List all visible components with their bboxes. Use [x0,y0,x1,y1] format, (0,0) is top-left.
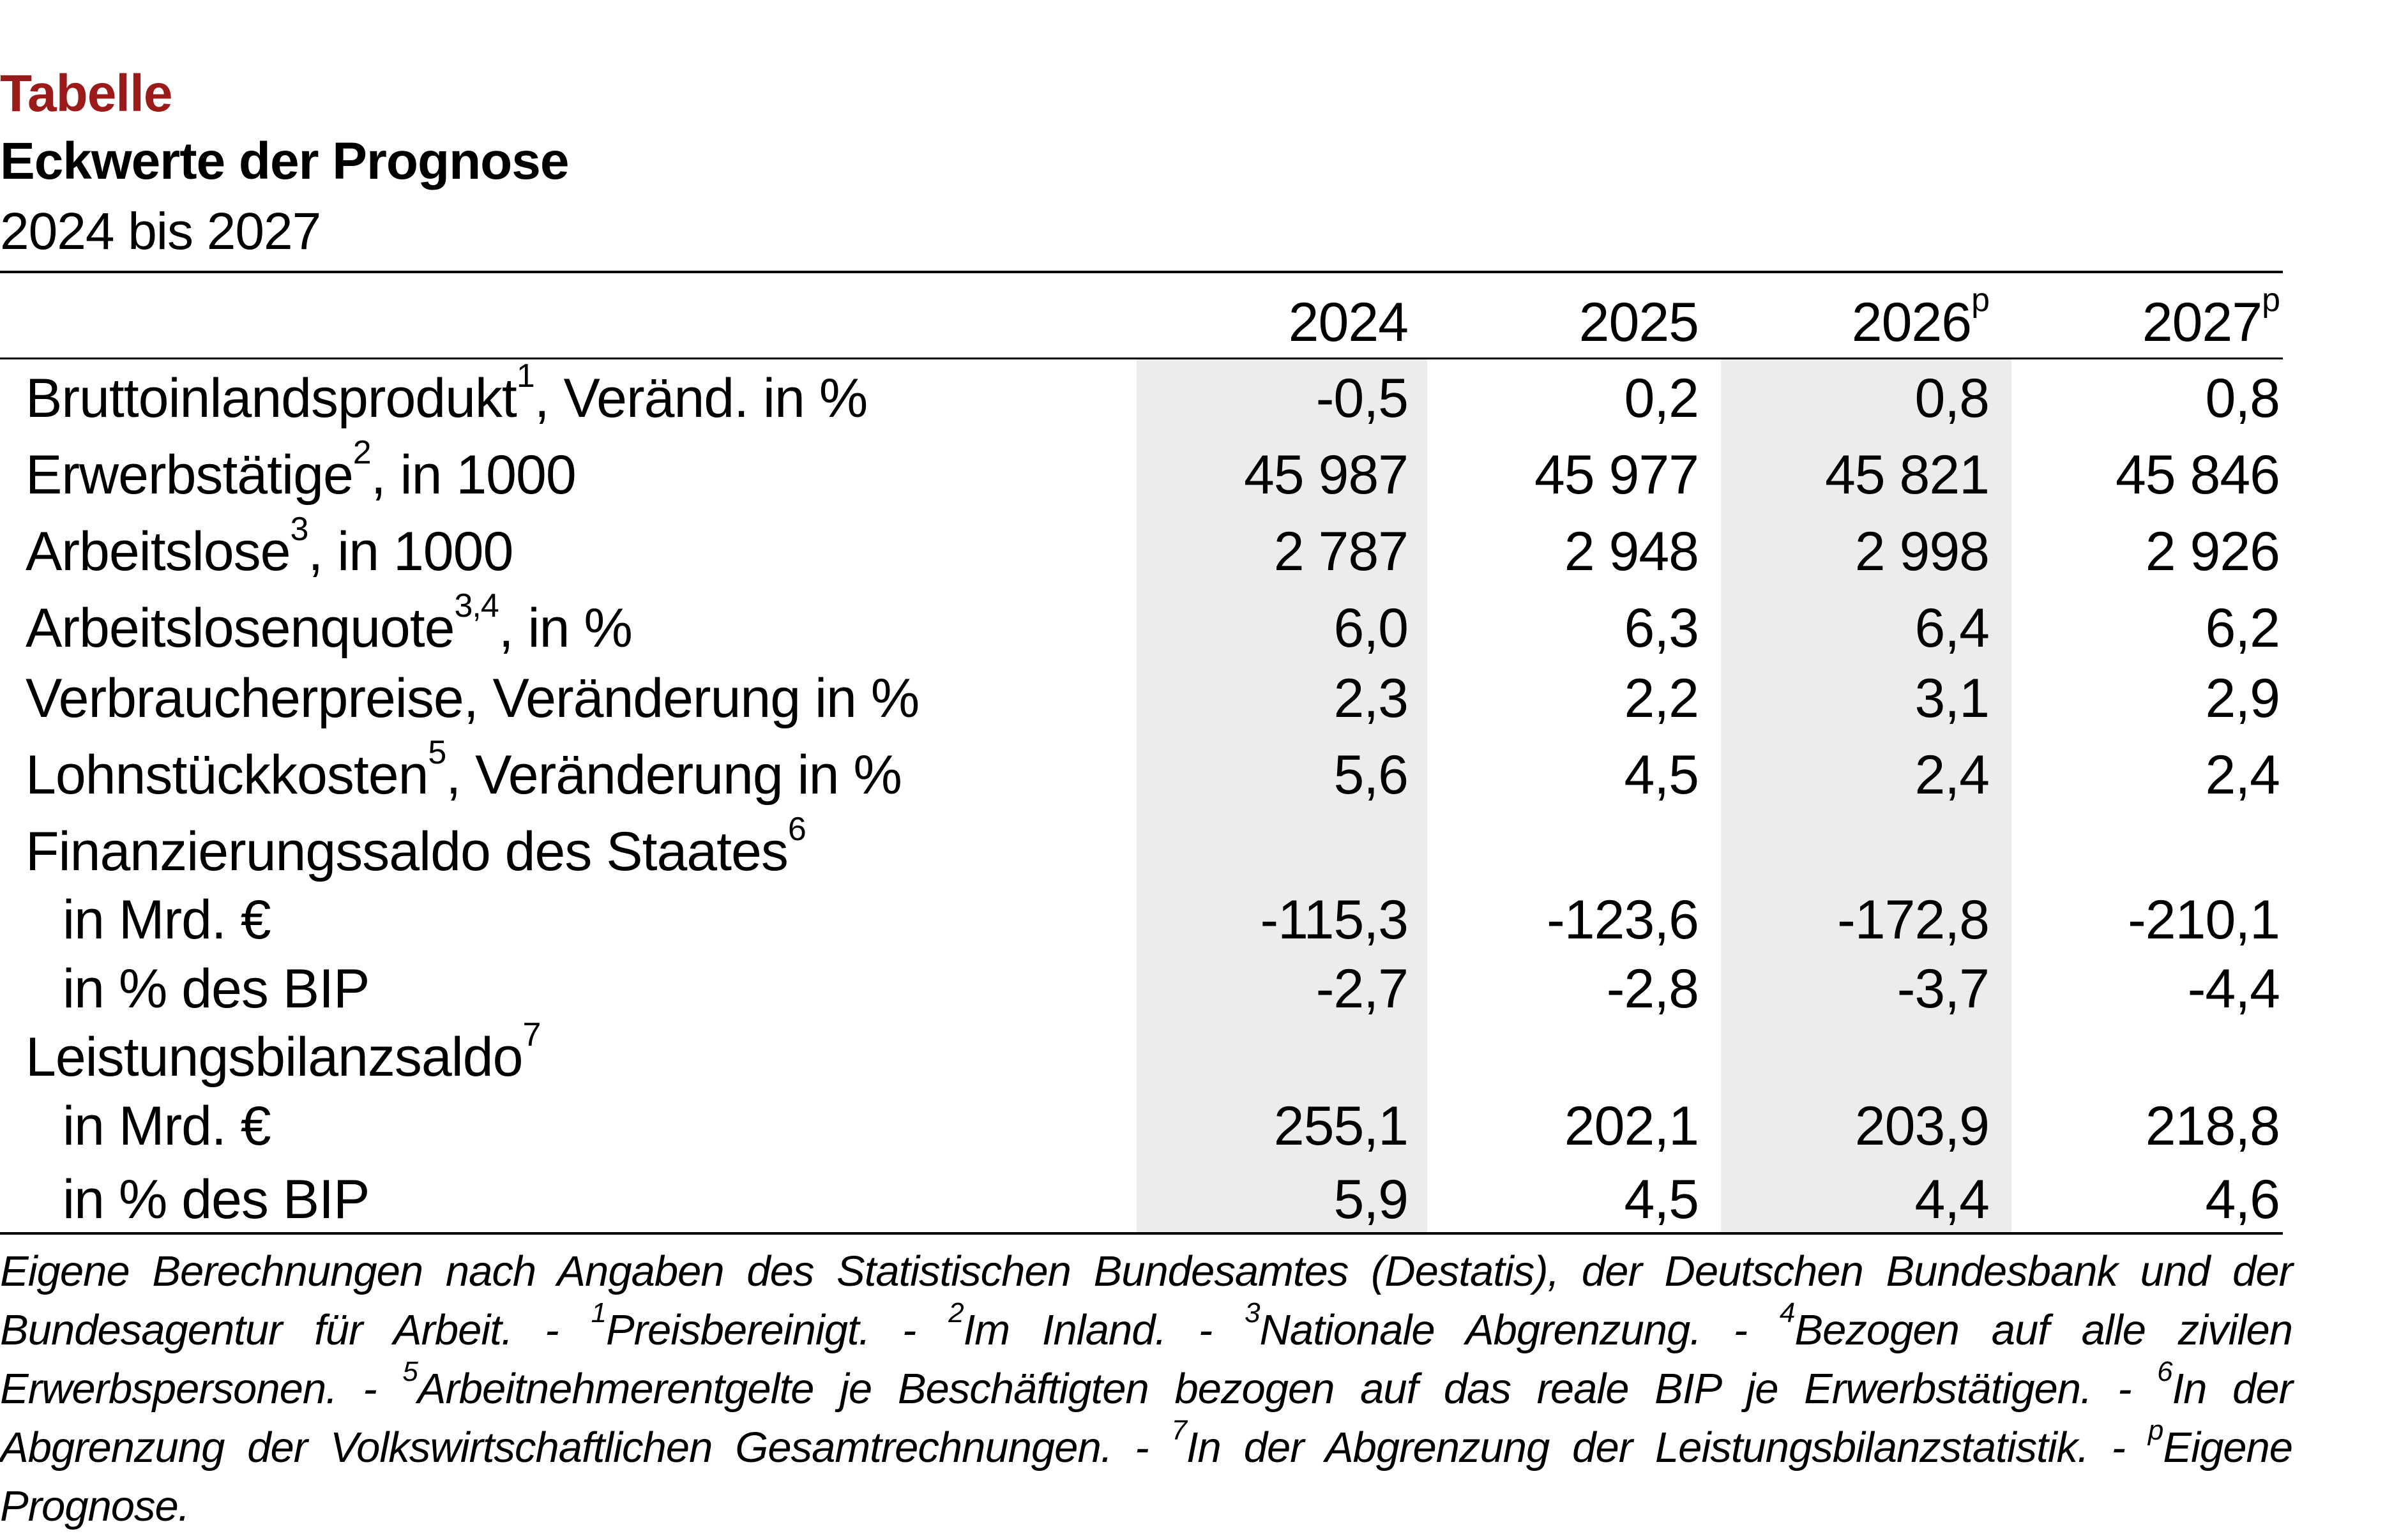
row-label-unit: , Veränd. in % [534,368,868,429]
row-label-footnote-mark: 3,4 [454,587,499,625]
footnote-note: Im Inland. [963,1306,1167,1354]
row-label-footnote-mark: 6 [787,811,806,848]
row-label-unit: , in 1000 [308,521,513,582]
table-cell: 45 821 [1824,444,1989,506]
footnote-mark: 6 [2157,1355,2172,1387]
row-label [26,358,868,430]
row-label-text: in % des BIP [63,1169,370,1230]
footnote-mark: p [2147,1414,2163,1446]
row-label [26,1016,541,1089]
table-cell: -2,7 [1315,958,1408,1020]
row-label [63,1095,271,1158]
footnote-note: In der Abgrenzung der Volkswirtschaftlichen Gesamtrechnungen. [0,1365,2292,1472]
table-cell: 4,4 [1914,1169,1989,1230]
row-label-text: Arbeitslose [26,521,291,582]
table-cell: 0,8 [2205,368,2280,429]
table-cell: 2,3 [1333,668,1408,729]
table-cell: 45 977 [1534,444,1699,506]
table-cell: 6,2 [2205,598,2280,659]
column-header-mark: p [2262,282,2280,319]
table-cell: -123,6 [1547,889,1699,951]
footnote-note: Preisbereinigt. [605,1306,870,1354]
table-kicker: Tabelle [0,64,172,123]
table-cell: 202,1 [1564,1096,1699,1157]
row-label-text: in Mrd. € [63,1096,271,1157]
footnote-mark: 5 [402,1355,418,1387]
column-header-year: 2024 [1288,292,1408,353]
row-label-text: in Mrd. € [63,889,271,951]
row-label [26,734,902,807]
row-label-unit: , Veränderung in % [446,744,902,806]
footnote-mark: 7 [1171,1414,1186,1446]
row-label [63,889,271,952]
table-cell: 45 987 [1243,444,1408,506]
footnote-mark: 3 [1245,1297,1260,1329]
row-label-text: Verbraucherpreise, Veränderung in % [26,668,920,729]
table-cell: -3,7 [1897,958,1989,1020]
footnote-note: Nationale Abgrenzung. [1259,1306,1701,1354]
table-cell: 2 948 [1564,521,1699,582]
table-cell: 5,6 [1333,744,1408,806]
footnote-note: Bezogen auf alle zivilen Erwerbspersonen. [0,1306,2292,1413]
row-label-footnote-mark: 5 [428,734,446,772]
table-cell: -2,8 [1606,958,1699,1020]
row-label [63,958,369,1021]
table-subtitle: 2024 bis 2027 [0,202,321,260]
table-cell: 4,6 [2205,1169,2280,1230]
row-label-footnote-mark: 7 [522,1016,541,1054]
column-header [1721,282,1989,354]
footnote-text: Eigene Berechnungen nach Angaben des Statistischen Bundesamtes (Destatis), der Deutschen Bundesbank und der Bundesagentur für Arbeit. - $^1$Preisbereinigt. - $^2$Im Inland. - $^3$Nationale Abgrenzung. - $^4$Bezogen auf alle zivilen Erwerbspersonen. - $^5$Arbeitnehmerentgelte je Beschäftigten bezogen auf das reale BIP je Erwerbstätigen. - $^6$In der Abgrenzung der Volkswirtschaftlichen Gesamtrechnungen. - $^7$In der Abgrenzung der Leistungsbilanzstatistik. - $^p$Eigene Prognose. [0,1247,2292,1530]
row-label [26,511,513,584]
row-label-text: Lohnstückkosten [26,744,428,806]
column-header-year: 2025 [1579,292,1699,353]
footnote-mark: 2 [948,1297,964,1329]
row-label-text: Finanzierungssaldo des Staates [26,821,788,882]
column-header [2011,282,2280,354]
row-label-text: Leistungsbilanzsaldo [26,1027,523,1088]
table-cell: 45 846 [2115,444,2280,506]
row-label-text: in % des BIP [63,958,370,1020]
column-header-mark: p [1971,282,1989,319]
footnote-note: Arbeitnehmerentgelte je Beschäftigten bezogen auf das reale BIP je Erwerbstätigen. [417,1365,2092,1413]
table-cell: 218,8 [2145,1096,2280,1157]
header-rule [0,358,2283,359]
column-header-year: 2026 [1851,292,1972,353]
table-cell: 2,9 [2205,668,2280,729]
table-cell: 6,0 [1333,598,1408,659]
table-cell: 6,3 [1624,598,1699,659]
table-cell: 2,2 [1624,668,1699,729]
row-label-footnote-mark: 3 [290,511,308,548]
row-label-footnote-mark: 2 [352,434,371,472]
row-label [26,587,632,660]
table-cell: 0,8 [1914,368,1989,429]
table-cell: -115,3 [1260,889,1408,951]
row-label-text: Arbeitslosenquote [26,598,455,659]
row-label [26,811,806,884]
table-cell: 203,9 [1854,1096,1989,1157]
footnote-mark: 4 [1779,1297,1795,1329]
top-rule [0,271,2283,273]
bottom-rule [0,1232,2283,1235]
table-cell: -210,1 [2128,889,2280,951]
table-cell: -4,4 [2187,958,2280,1020]
table-cell: 3,1 [1914,668,1989,729]
column-header-year: 2027 [2142,292,2262,353]
table-cell: 4,5 [1624,744,1699,806]
footnote-source: Eigene Berechnungen nach Angaben des Statistischen Bundesamtes (Destatis), der Deutschen Bundesbank und der Bundesagentur für Arbeit. [0,1247,2292,1354]
row-label [26,434,576,507]
row-label [26,667,919,730]
row-label-text: Bruttoinlandsprodukt [26,368,517,429]
table-cell: 2 926 [2145,521,2280,582]
column-header [1140,291,1408,354]
column-header [1430,291,1699,354]
table-cell: -172,8 [1837,889,1989,951]
footnote-note: In der Abgrenzung der Leistungsbilanzstatistik. [1186,1424,2089,1472]
table-cell: 2,4 [1914,744,1989,806]
row-label-unit: , in % [498,598,632,659]
table-cell: 2 787 [1273,521,1408,582]
table-cell: 2 998 [1854,521,1989,582]
row-label-text: Erwerbstätige [26,444,353,506]
table-cell: 5,9 [1333,1169,1408,1230]
table-cell: 255,1 [1273,1096,1408,1157]
row-label [63,1168,369,1231]
table-title: Eckwerte der Prognose [0,132,569,190]
table-cell: 6,4 [1914,598,1989,659]
footnote-note: Eigene Prognose. [0,1424,2292,1530]
footnote-mark: 1 [591,1297,606,1329]
table-cell: 2,4 [2205,744,2280,806]
row-label-unit: , in 1000 [370,444,576,506]
row-label-footnote-mark: 1 [516,358,534,395]
table-cell: 4,5 [1624,1169,1699,1230]
table-cell: -0,5 [1315,368,1408,429]
table-cell: 0,2 [1624,368,1699,429]
